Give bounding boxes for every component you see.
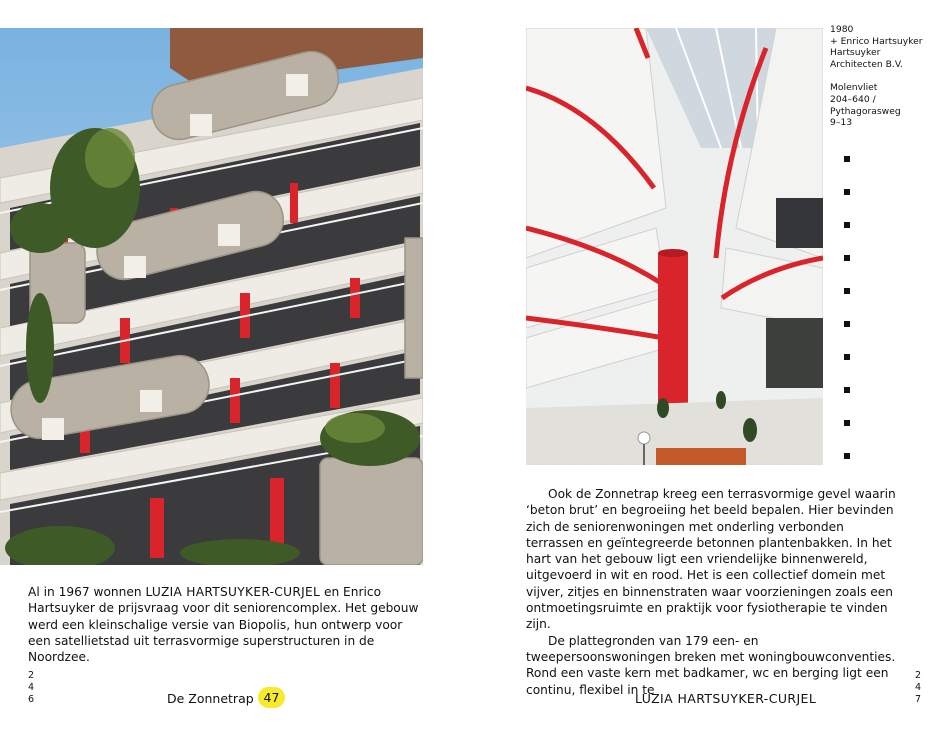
intro-paragraph bbox=[28, 584, 420, 665]
address-line: Molenvliet bbox=[830, 82, 878, 94]
project-info-note bbox=[830, 24, 940, 129]
building-facade-photo bbox=[0, 28, 423, 565]
address-line: 204–640 / bbox=[830, 93, 876, 105]
running-footer-title: De Zonnetrap bbox=[167, 691, 254, 706]
paragraph: Ook de Zonnetrap kreeg een terrasvormige gevel waarin ‘beton brut’ en begroeiing het beeld bepalen. Hier bevinden zich de seniorenwoningen met onderling verbonden terrassen en geïntegreerde betonnen plantenbakken. In het hart van het gebouw ligt een vriendelijke binnenwereld, uitgevoerd in wit en rood. Het is een collectief domein met vijver, zitjes en binnenstraten waar voorzieningen zoals een ontmoetingsruimte en praktijk voor fysiotherapie te vinden zijn. bbox=[526, 487, 896, 632]
page-number-digits-right bbox=[915, 670, 921, 706]
page-digit: 2 bbox=[915, 670, 922, 681]
page-digit: 2 bbox=[28, 670, 35, 681]
bullet-square bbox=[844, 288, 850, 294]
bullet-square bbox=[844, 321, 850, 327]
page-number-badge: 47 bbox=[258, 687, 285, 708]
architect-line: Architecten B.V. bbox=[830, 58, 903, 70]
bullet-square bbox=[844, 156, 850, 162]
address-line: 9–13 bbox=[830, 117, 853, 129]
running-footer-title: LUZIA HARTSUYKER-CURJEL bbox=[635, 691, 817, 706]
page-digit: 7 bbox=[915, 694, 922, 705]
bullet-square bbox=[844, 387, 850, 393]
architect-line: + Enrico Hartsuyker bbox=[830, 35, 923, 47]
bullet-square bbox=[844, 222, 850, 228]
bullet-square bbox=[844, 255, 850, 261]
left-page bbox=[0, 0, 473, 734]
bullet-square bbox=[844, 354, 850, 360]
right-page bbox=[474, 0, 947, 734]
main-text bbox=[526, 486, 896, 698]
paragraph: De plattegronden van 179 een- en tweepersoonswoningen breken met woningbouwconventies. Rond een vaste kern met badkamer, wc en berging ligt een continu, flexibel in te bbox=[526, 633, 896, 697]
address-line: Pythagorasweg bbox=[830, 105, 901, 117]
intro-text-end: en Enrico Hartsuyker de prijsvraag voor dit seniorencomplex. Het gebouw werd een kleinschalige versie van Biopolis, hun ontwerp voor een satellietstad uit terrasvormige superstructuren in de Noordzee. bbox=[28, 585, 419, 665]
architect-name: LUZIA HARTSUYKER-CURJEL bbox=[145, 585, 321, 599]
page-digit: 4 bbox=[915, 682, 922, 693]
page-digit: 6 bbox=[28, 694, 35, 705]
project-year: 1980 bbox=[830, 24, 854, 35]
bullet-square bbox=[844, 420, 850, 426]
architect-line: Hartsuyker bbox=[830, 47, 881, 59]
page-digit: 4 bbox=[28, 682, 35, 693]
atrium-interior-photo bbox=[526, 28, 823, 465]
bullet-square bbox=[844, 453, 850, 459]
bullet-column bbox=[844, 156, 850, 486]
page-number-digits-left bbox=[28, 670, 34, 706]
bullet-square bbox=[844, 189, 850, 195]
intro-text-start: Al in 1967 wonnen bbox=[28, 585, 146, 599]
